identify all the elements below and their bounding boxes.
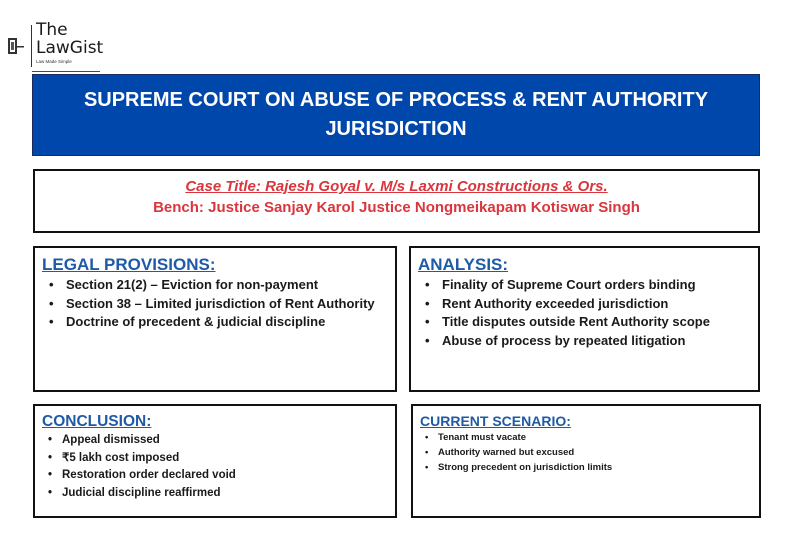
list-item: • Finality of Supreme Court orders binding (418, 276, 758, 295)
list-item: • Section 38 – Limited jurisdiction of Rent Authority (42, 295, 395, 314)
list-item: • Title disputes outside Rent Authority scope (418, 313, 758, 332)
legal-provisions-list (42, 276, 395, 332)
list-item: • Authority warned but excused (420, 445, 759, 460)
current-scenario-heading: CURRENT SCENARIO: (420, 413, 571, 429)
list-item: • Appeal dismissed (42, 432, 395, 450)
analysis-list (418, 276, 758, 350)
logo (6, 22, 103, 67)
current-scenario-list (420, 430, 759, 475)
logo-divider (31, 25, 32, 67)
door-book-icon (6, 36, 26, 56)
list-item: • Tenant must vacate (420, 430, 759, 445)
current-scenario-box (411, 404, 761, 518)
list-item: • Abuse of process by repeated litigation (418, 332, 758, 351)
list-item: • Section 21(2) – Eviction for non-payment (42, 276, 395, 295)
legal-provisions-box (33, 246, 397, 392)
logo-line1: The (36, 20, 68, 40)
analysis-heading: ANALYSIS: (418, 255, 509, 274)
conclusion-box (33, 404, 397, 518)
title-banner (32, 74, 760, 156)
logo-underline (32, 71, 100, 72)
logo-tagline: Law Made Simple (36, 59, 72, 64)
legal-provisions-heading: LEGAL PROVISIONS: (42, 255, 216, 274)
list-item: • ₹5 lakh cost imposed (42, 450, 395, 468)
list-item: • Doctrine of precedent & judicial discipline (42, 313, 395, 332)
case-box (33, 169, 760, 233)
conclusion-list (42, 432, 395, 502)
list-item: • Strong precedent on jurisdiction limits (420, 460, 759, 475)
list-item: • Judicial discipline reaffirmed (42, 485, 395, 503)
page-title: SUPREME COURT ON ABUSE OF PROCESS & RENT AUTHORITY JURISDICTION (83, 89, 709, 140)
list-item: • Restoration order declared void (42, 467, 395, 485)
bench: Bench: Justice Sanjay Karol Justice Nongmeikapam Kotiswar Singh (153, 199, 640, 216)
conclusion-heading: CONCLUSION: (42, 413, 152, 430)
case-title: Case Title: Rajesh Goyal v. M/s Laxmi Constructions & Ors. (185, 178, 608, 195)
analysis-box (409, 246, 760, 392)
logo-line2: LawGist (36, 38, 104, 58)
list-item: • Rent Authority exceeded jurisdiction (418, 295, 758, 314)
